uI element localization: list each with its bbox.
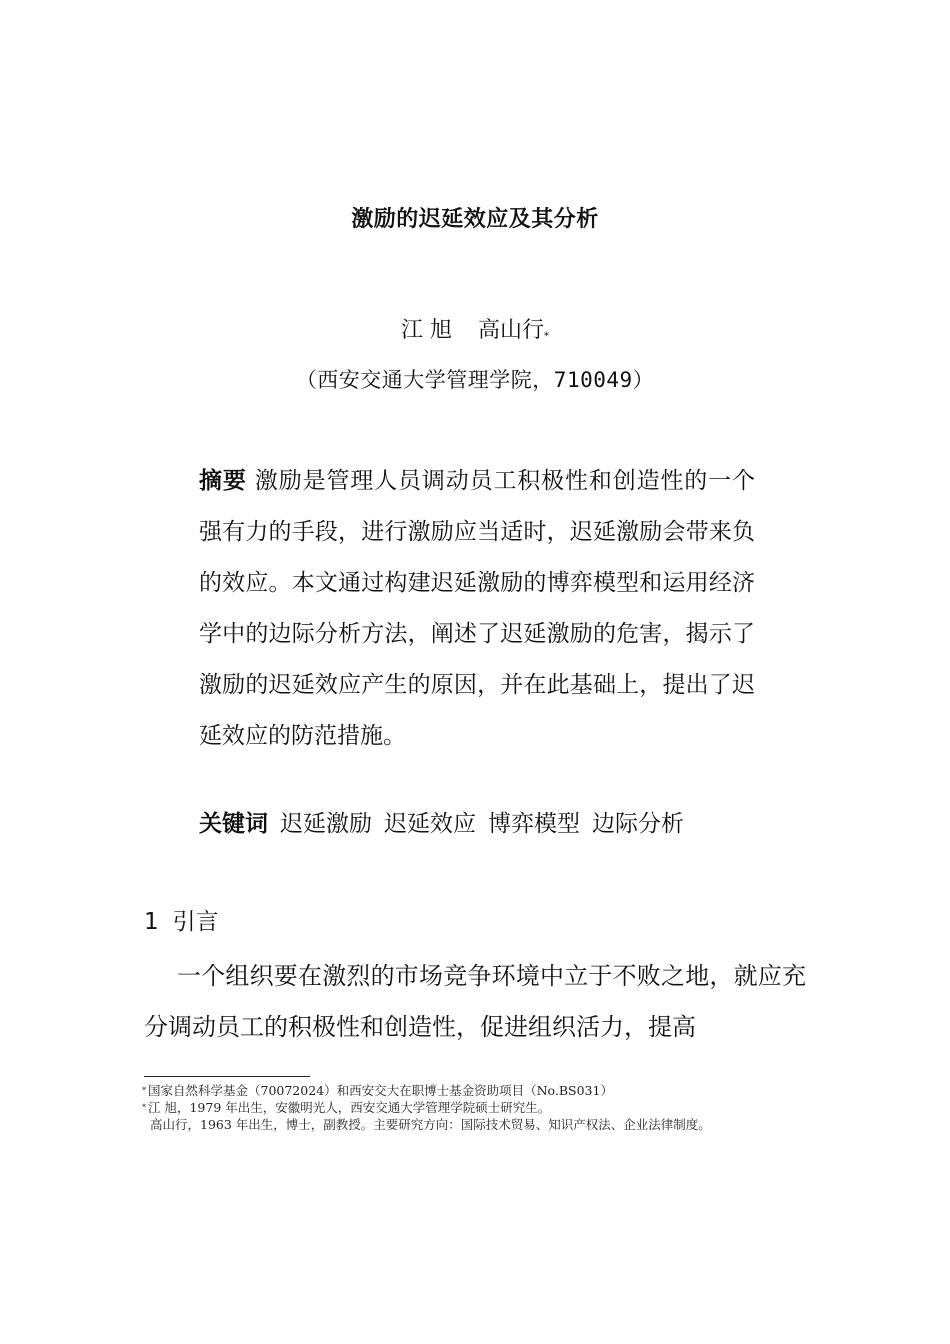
author-name: 江 旭 [400,318,452,343]
section-heading [144,903,219,936]
footnote-symbol: * [142,1103,146,1112]
author-name: 高山行 [477,318,544,343]
keywords-line [199,804,799,844]
footnote [142,1099,842,1116]
section-number: 1 [144,909,159,935]
abstract-label: 摘要 [199,468,247,494]
footnote-text: 高山行，1963 年出生，博士，副教授。主要研究方向：国际技术贸易、知识产权法、企业法律制度。 [150,1117,711,1132]
section-title: 引言 [172,909,219,935]
paper-title: 激励的迟延效应及其分析 [351,207,599,232]
keyword: 边际分析 [592,811,684,837]
footnote-divider [144,1076,310,1077]
affiliation: （西安交通大学管理学院，710049） [295,368,655,392]
footnote-symbol: * [142,1086,146,1095]
footnote-text: 江 旭，1979 年出生，安徽明光人，西安交通大学管理学院硕士研究生。 [148,1100,551,1115]
abstract-text: 激励是管理人员调动员工积极性和创造性的一个强有力的手段，进行激励应当适时，迟延激励会带来负的效应。本文通过构建迟延激励的博弈模型和运用经济学中的边际分析方法，阐述了迟延激励的危害，揭示了激励的迟延效应产生的原因，并在此基础上，提出了迟延效应的防范措施。 [199,468,756,749]
keyword: 迟延激励 [280,811,372,837]
keywords-label: 关键词 [199,811,268,837]
keyword: 博弈模型 [488,811,580,837]
footnote-mark: * [544,331,549,342]
footnote-text: 国家自然科学基金（70072024）和西安交大在职博士基金资助项目（No.BS031） [148,1083,613,1098]
body-paragraph: 一个组织要在激烈的市场竞争环境中立于不败之地，就应充分调动员工的积极性和创造性，促进组织活力，提高 [144,962,806,1041]
footnote [142,1116,842,1133]
footnote [142,1082,842,1099]
abstract-block [199,456,755,762]
author-line [0,313,950,344]
keyword: 迟延效应 [384,811,476,837]
footnotes [142,1082,842,1133]
